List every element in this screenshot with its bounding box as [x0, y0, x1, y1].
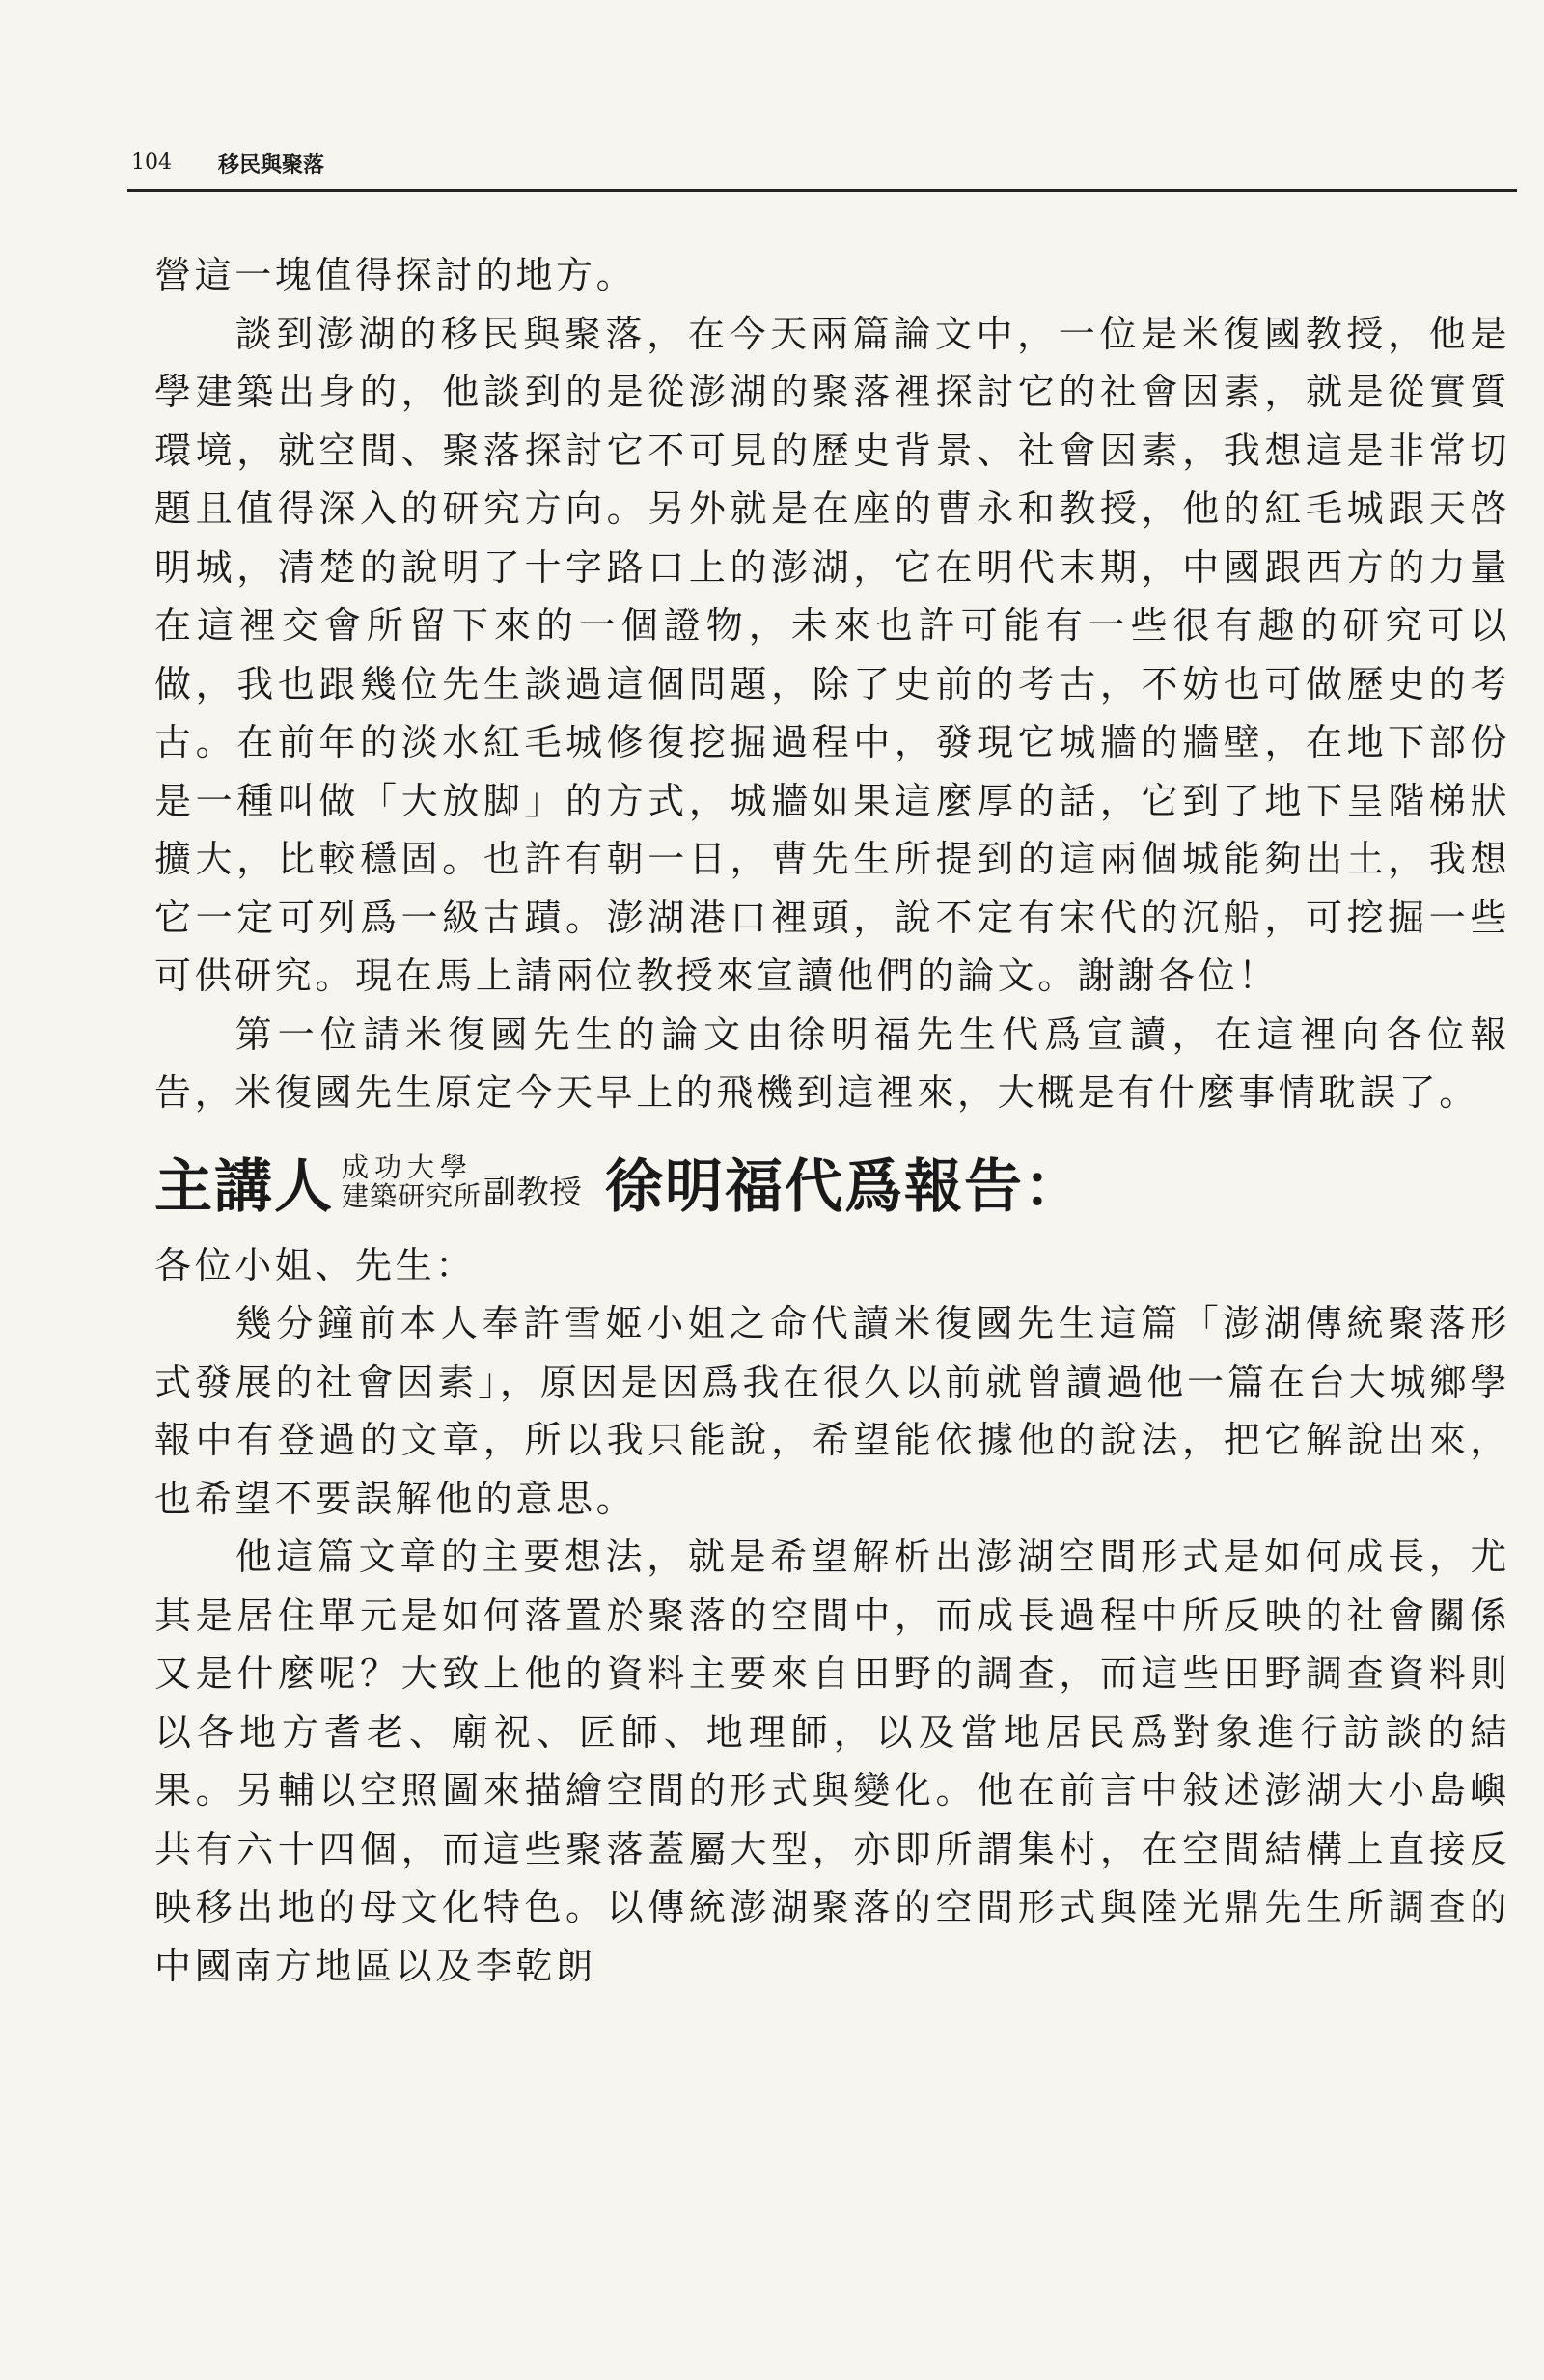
speaker-name: 徐明福代爲報告： — [605, 1152, 1085, 1221]
paragraph: 他這篇文章的主要想法，就是希望解析出澎湖空間形式是如何成長，尤其是居住單元是如何落置於聚落的空間中，而成長過程中所反映的社會關係又是什麼呢？大致上他的資料主要來自田野的調查，而這些田野調查資料則以各地方耆老、廟祝、匠師、地理師，以及當地居民爲對象進行訪談的結果。另輔以空照圖來描繪空間的形式與變化。他在前言中敍述澎湖大小島嶼共有六十四個，而這些聚落蓋屬大型，亦即所謂集村，在空間結構上直接反映移出地的母文化特色。以傳統澎湖聚落的空間形式與陸光鼎先生所調查的中國南方地區以及李乾朗 — [154, 1536, 1510, 1987]
speaker-role: 副教授 — [483, 1174, 583, 1212]
speaker-heading — [154, 1128, 1510, 1236]
body-text — [154, 246, 1510, 1995]
speaker-label: 主講人 — [154, 1152, 334, 1221]
running-title: 移民與聚落 — [218, 153, 325, 178]
paragraph: 第一位請米復國先生的論文由徐明福先生代爲宣讀，在這裡向各位報告，米復國先生原定今天早上的飛機到這裡來，大概是有什麼事情耽誤了。 — [154, 1012, 1510, 1114]
speaker-affiliation — [342, 1150, 482, 1212]
affiliation-university: 成功大學 — [342, 1150, 474, 1183]
paragraph: 營這一塊值得探討的地方。 — [154, 254, 637, 296]
salutation: 各位小姐、先生： — [154, 1243, 476, 1287]
paragraph: 談到澎湖的移民與聚落，在今天兩篇論文中，一位是米復國教授，他是學建築出身的，他談到的是從澎湖的聚落裡探討它的社會因素，就是從實質環境，就空間、聚落探討它不可見的歷史背景、社會因素，我想這是非常切題且值得深入的研究方向。另外就是在座的曹永和教授，他的紅毛城跟天啓明城，清楚的說明了十字路口上的澎湖，它在明代末期，中國跟西方的力量在這裡交會所留下來的一個證物，未來也許可能有一些很有趣的研究可以做，我也跟幾位先生談過這個問題，除了史前的考古，不妨也可做歷史的考古。在前年的淡水紅毛城修復挖掘過程中，發現它城牆的牆壁，在地下部份是一種叫做「大放脚」的方式，城牆如果這麼厚的話，它到了地下呈階梯狀擴大，比較穩固。也許有朝一日，曹先生所提到的這兩個城能夠出土，我想它一定可列爲一級古蹟。澎湖港口裡頭，說不定有宋代的沉船，可挖掘一些可供研究。現在馬上請兩位教授來宣讀他們的論文。謝謝各位！ — [154, 312, 1510, 997]
page-header — [127, 143, 1517, 192]
paragraph: 幾分鐘前本人奉許雪姬小姐之命代讀米復國先生這篇「澎湖傳統聚落形式發展的社會因素」，原因是因爲我在很久以前就曾讀過他一篇在台大城鄉學報中有登過的文章，所以我只能說，希望能依據他的說法，把它解說出來，也希望不要誤解他的意思。 — [154, 1302, 1510, 1520]
affiliation-institute: 建築研究所 — [342, 1179, 482, 1212]
page-number: 104 — [131, 151, 172, 175]
